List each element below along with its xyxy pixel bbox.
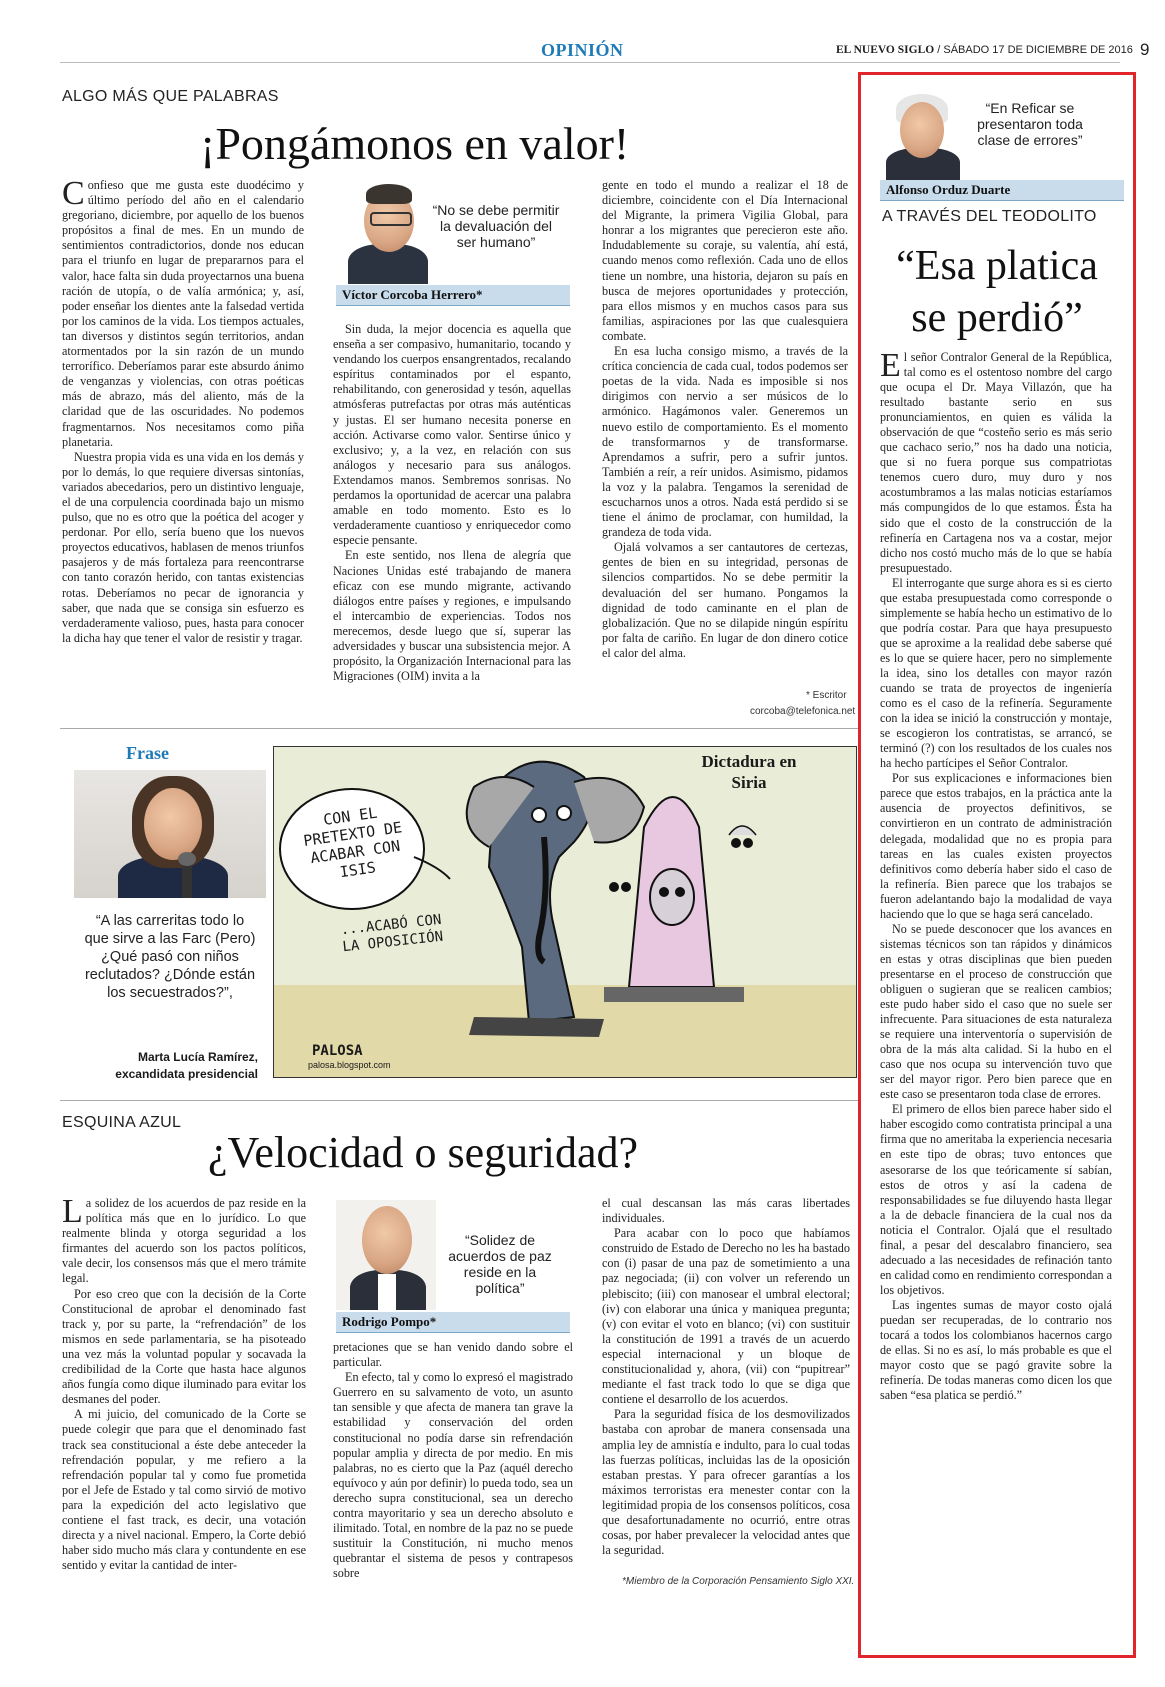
article3-p1: El señor Contralor General de la República, tal como es el ostentoso nombre del cargo que ocupa el Dr. Maya Villazón, que ha resultado bastante serio en sus pronunciamientos, en quien es válida la observación de que “costeño serio es más serio que cachaco serio,” nos ha dado una noticia, que si no fuera porque sus compatriotas tenemos cuero duro, muy duro y nos acostumbramos a las malas noticias estaríamos más compungidos de lo que estamos. Ésta ha sido que el costo de la construcción de la refinería en Cartagena nos va a costar, mejor dicho nos costó mucho más de lo que se había presupuestado. — [880, 347, 1112, 575]
article2-headline: ¿Velocidad o seguridad? — [208, 1128, 639, 1177]
article2-col3-p1: el cual descansan las más caras libertades individuales. — [602, 1196, 850, 1226]
article3-p3: Por sus explicaciones e informaciones bien parece que estos trabajos, en la práctica ante la ausencia de proyectos definitivos, se convirtieron en un contrato de administración delegada, modalidad que no es propia para tareas en las cuales existen proyectos definitivos como debería haber sido el caso de la refinería. Bien parece que los trabajos se fueron adelantando bajo la modalidad de vaya haciendo que lo que se haga será cancelado. — [880, 771, 1112, 921]
cartoon-frame — [273, 746, 857, 1078]
article1-col3-p1: gente en todo el mundo a realizar el 18 de diciembre, coincidente con el Día Internacional del Migrante, la primera Vigilia Global, para honrar a los migrantes que perecieron este año. Indudablemente su coraje, su valentía, ahí está, cuando menos como reflexión. Cada uno de ellos tiene un nombre, una historia, dejaron su país en busca de mejores oportunidades y protección, para ellos mismos y en muchos casos para sus familias, aspiraciones por las que cualesquiera combate. — [602, 178, 848, 343]
article3-author: Alfonso Orduz Duarte — [880, 180, 1124, 201]
masthead-rule — [60, 62, 1120, 63]
divider-2 — [60, 1100, 860, 1101]
article2-col2-p2: En efecto, tal y como lo expresó el magistrado Guerrero en su salvamento de voto, un asunto tan sensible y que afecta de manera tan grave la estabilidad y conservación del orden constitucional no podía darse sin refrendación popular amplia y directa de por medio. En mis palabras, no es cierto que la Paz (aquél derecho equívoco y aún por definir) lo pueda todo, sea un derecho supra constitucional, sea un derecho contra mayoritario y sea un derecho absoluto e ilimitado. Total, en nombre de la paz no se puede sustituir la Constitución, ni mucho menos quebrantar el sistema de pesos y contrapesos sobre — [333, 1370, 573, 1581]
article1-email: corcoba@telefonica.net — [750, 706, 856, 717]
article3-body — [880, 347, 1112, 1403]
frase-person: Marta Lucía Ramírez, — [137, 1050, 258, 1064]
cartoon-site: palosa.blogspot.com — [308, 1060, 391, 1070]
article1-col2-p1: Sin duda, la mejor docencia es aquella que enseña a ser compasivo, humanitario, tocando y vendando los cuerpos ensangrentados, recalando espíritus contaminados por el espanto, rehabilitando, con generosidad y tesón, aquellas atmósferas putrefactas por otras más auténticas y justas. El ser humano necesita ponerse en acción. Activarse como valor. Sentirse único y exclusivo; y, a la vez, en relación con sus análogos y necesario para sus análogos. Extendamos manos. Sembremos sonrisas. No perdamos la oportunidad de acercar una palabra amable en todo momento. Esto es lo verdaderamente cuantioso y enriquecedor como especie pensante. — [333, 322, 571, 548]
article1-col3-p3: Ojalá volvamos a ser cantautores de certezas, gentes de bien en su integridad, personas de silencios compartidos. No se debe permitir la devaluación del ser humano. Pongamos la dignidad de todo caminante en el plan de globalización. Que no se dilapide ningún espíritu por falta de cariño. En lugar de don dinero cotice el calor del alma. — [602, 540, 848, 660]
drop-cap: C — [62, 175, 85, 212]
article2-col1-p2: Por eso creo que con la decisión de la Corte Constitucional de aprobar el denominado fast track y, por su parte, la “refrendación” de los mismos en sede parlamentaria, se ha pisoteado una vez más la voluntad popular y socavada la credibilidad de la Corte que hasta hace algunos años fungía como dique iluminado para evitar los desmanes del poder. — [62, 1286, 306, 1407]
cartoon-signature: PALOSA — [312, 1043, 363, 1059]
section-title: OPINIÓN — [541, 40, 624, 60]
article1-col2-p2: En este sentido, nos llena de alegría que Naciones Unidas esté trabajando de manera eficaz con ese mundo migrante, activando diálogos entre países y regiones, e impulsando el intercambio de experiencias. Todos nos merecemos, desde luego que sí, superar las adversidades y buscar una subsistencia mejor. A propósito, la Organización Internacional para las Migraciones (OIM) invita a la — [333, 548, 571, 684]
article1-pull-quote: “No se debe permitir la devaluación del ser humano” — [432, 202, 560, 250]
article2-col3 — [602, 1196, 850, 1558]
article1-footnote: * Escritor — [806, 690, 847, 701]
cartoon-caption-text: ...ACABÓ CON LA OPOSICIÓN — [339, 911, 444, 956]
article2-col1-p1: La solidez de los acuerdos de paz reside en la política más que en lo jurídico. Lo que realmente blinda y otorga seguridad a los firmantes del acuerdo son los pactos políticos, vale decir, los consensos más que el mero trámite legal. — [62, 1193, 306, 1286]
article1-col1-p2: Nuestra propia vida es una vida en los demás y por lo demás, lo que requiere diversas sintonías, variados abecedarios, pero un distintivo lenguaje, el de una corpulencia coordinada bajo un mismo pulso, que no es otro que la poética del acoger y perdonar. Por ello, sería bueno que los nuevos proyectos educativos, hablasen de menos triunfos pasajeros y de más fortaleza para reencontrarse con tanto corazón herido, con tantas existencias rotas. Deberíamos no pecar de ignorancia y saber, que nada que se consiga sin esfuerzo es verdaderamente valioso, pues, hasta para conocer la dicha hay que tener el valor de resistir y tragar. — [62, 449, 304, 645]
frase-label: Frase — [126, 743, 169, 763]
issue-date: / SÁBADO 17 DE DICIEMBRE DE 2016 — [937, 44, 1133, 56]
cartoon-bubble-text: CON EL PRETEXTO DE ACABAR CON ISIS — [302, 803, 404, 882]
article2-col3-p2: Para acabar con lo poco que habíamos construido de Estado de Derecho no les ha bastado con (i) pasar de una paz de sometimiento a una paz negociada; (ii) con volver un referendo un plebiscito; (iii) con manosear el umbral electoral; (iv) con elaborar una única y maniquea pregunta; (v) con evitar el voto en blanco; (vi) con sustituir la constitución de 1991 a través de un acuerdo especial internacional y un bloque de constitucionalidad y, ahora, (vii) con “pupitrear” mediante el fast track todo lo que se diga que contiene el desarrollo de los acuerdos. — [602, 1226, 850, 1407]
article1-col3 — [602, 178, 848, 661]
paper-name: EL NUEVO SIGLO — [836, 44, 935, 56]
article1-headline: ¡Pongámonos en valor! — [200, 118, 630, 169]
article1-kicker: ALGO MÁS QUE PALABRAS — [62, 88, 279, 105]
article2-col3-p3: Para la seguridad física de los desmovilizados bastaba con aprobar de manera consensada una amplia ley de amnistía e indulto, para lo cual todas las fuerzas políticas, incluidas las de la oposición estaban prestas. Y para ofrecer garantías a los máximos terroristas era menester contar con la legitimidad propia de los consensos políticos, cosa que desafortunadamente no ocurrió, entre otras cosas, por haber prevalecer la velocidad antes que la seguridad. — [602, 1407, 850, 1558]
article1-author: Víctor Corcoba Herrero* — [336, 285, 570, 306]
drop-cap: L — [62, 1193, 83, 1230]
article1-col3-p2: En esa lucha consigo mismo, a través de la crítica conciencia de cada cual, todos podemos ser poetas de la vida. Nada es imposible si nos dirigimos con nervio a ser músicos de lo armónico. Hagámonos valer. Generemos un nuevo estilo de comportamiento. Es el momento de transformarnos y de transformarse. Aprendamos a sufrir, pero a sufrir juntos. También a reír, a reír unidos. Asimismo, pidamos la voz y la palabra. Tengamos la serenidad de escucharnos unos a otros. Nada está perdido si se tiene el ánimo de proclamar, con humildad, la grandeza de toda vida. — [602, 344, 848, 540]
article3-kicker: A TRAVÉS DEL TEODOLITO — [882, 208, 1097, 225]
author-photo-pompo — [336, 1200, 436, 1310]
article3-p6: Las ingentes sumas de mayor costo ojalá puedan ser recuperadas, de lo contrario nos tocará a todos los colombianos hacernos cargo de ellas. Si no es así, lo más probable es que el mayor costo que se pagó gravite sobre la refinería. De todas maneras como dicen los que saben “esa platica se perdió.” — [880, 1297, 1112, 1403]
article2-kicker: ESQUINA AZUL — [62, 1114, 182, 1131]
article2-author: Rodrigo Pompo* — [336, 1312, 570, 1333]
author-photo-orduz — [880, 92, 964, 180]
article2-col1 — [62, 1193, 306, 1573]
article3-pull-quote: “En Reficar se presentaron toda clase de errores” — [977, 100, 1083, 148]
cartoon-title: Dictadura en Siria — [701, 752, 797, 792]
article3-p5: El primero de ellos bien parece haber sido el haber escogido como contratista principal a una firma que no ameritaba la experiencia necesaria en este tipo de obras; tuvo entonces que asesorarse de los que teóricamente sí sabían, estos de otros y así la cadena de responsabilidades se fue diluyendo hasta llegar a la de debacle financiera de la cual nos da noticia el Contralor. Ojalá que el resultado final, a pesar del descalabro financiero, sea adecuado a las necesidades de refinación tanto en calidad como en rendimiento correspondan a los objetivos. — [880, 1102, 1112, 1297]
article3-p2: El interrogante que surge ahora es si es cierto que estaba presupuestada como corresponde o simplemente se había hecho un estimativo de lo que podría costar. Para que haya presupuesto que se aproxime a la realidad debe saberse qué es lo que se quiere hacer, pero no simplemente la idea, sino los detalles con mayor razón cuando se trata de proyectos de ingeniería como es el caso de la refinería. Seguramente con la idea se inició la construcción y montaje, se escogieron los contratistas, se arrancó, se terminó (?) con los resultados de los cuales nos ha hecho partícipes el Señor Contralor. — [880, 575, 1112, 771]
article2-footnote: *Miembro de la Corporación Pensamiento Siglo XXI. — [622, 1576, 855, 1587]
article1-col1 — [62, 175, 304, 646]
divider-1 — [60, 728, 860, 729]
article1-col2 — [333, 322, 571, 684]
article3-headline-line1: “Esa platica — [896, 243, 1098, 289]
masthead-info — [836, 40, 1149, 60]
article2-col1-p3: A mi juicio, del comunicado de la Corte se puede colegir que para que el denominado fast track sea constitucional a éste debe anteceder la refrendación popular, y me refiero a la refrendación popular tal y como fue prometida por el Jefe de Estado y tal como sirvió de motivo para la expedición del acto legislativo que contiene el fast track, es decir, una votación directa y a nivel nacional. Empero, la Corte debió haber sido mucho más clara y contundente en ese sentido y evitar la cantidad de inter- — [62, 1407, 306, 1573]
article1-col1-p1: Confieso que me gusta este duodécimo y último período del año en el calendario gregoriano, diciembre, por aquello de los buenos propósitos a final de mes. En un mundo de sentimientos contradictorios, donde nos educan para el triunfo en lugar de prepararnos para el valor, hace falta sin duda proyectarnos una buena ración de utopía, o de valía armónica; y, así, poder enseñar los dientes ante la falsedad vertida por los caminos de la vida. Los tiempos actuales, tan diversos y distintos según territorios, andan atormentados por la sin razón de un mundo terrorífico. Deberíamos parar este absurdo ánimo de venganzas y violencias, con otras poéticas más de abrazo, más del aliento, más de la claridad que de las oscuridades. No podemos fragmentarnos. Nos necesitamos como piña planetaria. — [62, 175, 304, 449]
article3-headline — [872, 240, 1122, 344]
frase-role: excandidata presidencial — [115, 1067, 258, 1081]
article3-headline-line2: se perdió” — [911, 295, 1083, 341]
page-number: 9 — [1139, 40, 1150, 59]
article3-p4: No se puede desconocer que los avances en sistemas técnicos son tan rápidos y dinámicos en estas y otras disciplinas que bien pueden presentarse en el proceso de construcción que obliguen o sugieran que se realicen cambios; este pudo haber sido el caso que no suele ser infrecuente. Para situaciones de esta naturaleza se requiere una interventoría o supervisión de obra de la más alta calidad. Si la hubo en el caso que nos ocupa su intervención tuvo que ser del mayor rigor. Pero bien parece que en este caso se presentaron toda clase de errores. — [880, 921, 1112, 1102]
author-photo-corcoba — [336, 182, 436, 284]
article2-col2 — [333, 1340, 573, 1582]
drop-cap: E — [880, 347, 901, 384]
frase-photo — [74, 770, 266, 898]
article2-pull-quote: “Solidez de acuerdos de paz reside en la política” — [448, 1232, 552, 1296]
article2-col2-p1: pretaciones que se han venido dando sobre el particular. — [333, 1340, 573, 1370]
cartoon-drawing — [274, 747, 856, 1077]
frase-quote: “A las carreritas todo lo que sirve a las Farc (Pero) ¿Qué pasó con niños reclutados? ¿Dónde están los secuestrados?”, — [84, 913, 256, 1001]
